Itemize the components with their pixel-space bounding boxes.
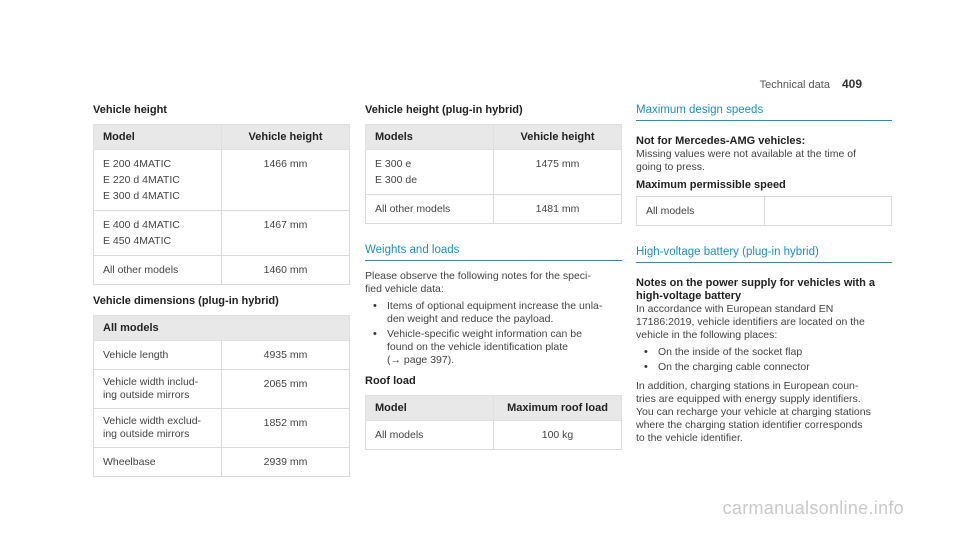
table-row [366,421,622,450]
power-supply-subtitle-2: high-voltage battery [636,290,742,302]
model-name: All other models [103,264,179,276]
page-number: 409 [841,77,862,91]
table-row [94,211,350,256]
weights-notes-list [365,300,622,367]
max-permissible-speed-title: Maximum permissible speed [636,179,786,191]
model-cell [366,150,494,195]
col-header-models: Models [366,125,494,150]
model-name: All other models [375,203,451,215]
dim-value: 2065 mm [222,370,350,409]
text-line: You can recharge your vehicle at charging stations [636,406,871,418]
model-cell: All models [366,421,494,450]
table-header-row [366,125,622,150]
page-header [760,77,862,91]
bullet-line: • Items of optional equipment increase the unla- [387,300,603,312]
hv-battery-title: High-voltage battery (plug-in hybrid) [636,246,892,263]
roof-load-table [365,395,622,450]
col-header-height: Vehicle height [494,125,622,150]
table-header-row [94,125,350,150]
dim-label [94,370,222,409]
dim-value: 2939 mm [222,448,350,477]
max-speed-table [636,196,892,226]
column-3 [636,104,892,445]
text-line: In accordance with European standard EN [636,303,834,315]
vehicle-height-table [93,124,350,285]
bullet-line: found on the vehicle identification plate [387,341,568,353]
page-reference-link[interactable]: (→ page 397). [387,354,455,366]
text-line: going to press. [636,161,705,173]
vehicle-dimensions-table [93,315,350,477]
height-value: 1481 mm [494,195,622,224]
table-row [366,195,622,224]
dim-label-text: ing outside mirrors [103,428,190,440]
text-line: Missing values were not available at the time of [636,148,857,160]
table-header-row [94,316,350,341]
vehicle-height-hybrid-table [365,124,622,224]
max-design-speeds-title: Maximum design speeds [636,104,892,121]
table-header-row [366,396,622,421]
dim-label [94,448,222,477]
table-row [94,448,350,477]
amg-note-subtitle: Not for Mercedes-AMG vehicles: [636,135,806,147]
table-row [637,197,892,226]
speeds-text [636,148,892,174]
col-header-max-roof-load: Maximum roof load [494,396,622,421]
model-cell [94,150,222,211]
battery-text [636,303,892,342]
roof-load-value: 100 kg [494,421,622,450]
table-row [366,150,622,195]
dim-value: 1852 mm [222,409,350,448]
list-item: • On the charging cable connector [636,361,892,374]
table-row [94,370,350,409]
dim-label-text: Vehicle length [103,349,169,361]
dim-label [94,409,222,448]
text-line: where the charging station identifier corresponds [636,419,863,431]
column-2 [365,104,622,460]
speed-value-empty [764,197,892,226]
bullet-line: • Vehicle-specific weight information can be [387,328,582,340]
dim-label-text: ing outside mirrors [103,389,190,401]
height-value: 1466 mm [222,150,350,211]
table-row [94,150,350,211]
text-line: 17186:2019, vehicle identifiers are located on the [636,316,865,328]
dim-value: 4935 mm [222,341,350,370]
text-line: to the vehicle identifier. [636,432,743,444]
col-header-model: Model [366,396,494,421]
battery-text-2 [636,380,892,445]
roof-load-title: Roof load [365,375,416,387]
table-row [94,341,350,370]
dim-label [94,341,222,370]
col-header-all-models: All models [94,316,350,341]
height-value: 1475 mm [494,150,622,195]
vehicle-dimensions-title: Vehicle dimensions (plug-in hybrid) [93,295,279,307]
column-1 [93,104,350,487]
model-cell [94,211,222,256]
list-item: • On the inside of the socket flap [636,346,892,359]
intro-line: Please observe the following notes for the speci- [365,270,591,282]
text-line: vehicle in the following places: [636,329,778,341]
dim-label-text: Vehicle width includ- [103,376,199,388]
list-item [365,300,622,326]
model-cell [94,256,222,285]
model-cell [366,195,494,224]
vehicle-height-title: Vehicle height [93,104,167,116]
model-name: E 300 de [375,174,418,186]
height-value: 1467 mm [222,211,350,256]
text-line: In addition, charging stations in European coun- [636,380,859,392]
section-name: Technical data [759,79,830,91]
table-row [94,409,350,448]
intro-line: fied vehicle data: [365,283,444,295]
weights-loads-title: Weights and loads [365,244,622,261]
identifier-locations-list [636,346,892,374]
bullet-line: den weight and reduce the payload. [387,313,554,325]
model-name: E 220 d 4MATIC [103,174,180,186]
model-cell: All models [637,197,765,226]
table-row [94,256,350,285]
col-header-height: Vehicle height [222,125,350,150]
dim-label-text: Wheelbase [103,456,156,468]
model-name: E 450 4MATIC [103,235,172,247]
text-line: tries are equipped with energy supply identifiers. [636,393,861,405]
dim-label-text: Vehicle width exclud- [103,415,202,427]
power-supply-subtitle-1: Notes on the power supply for vehicles with a [636,277,875,289]
model-name: E 200 4MATIC [103,158,172,170]
model-name: E 300 d 4MATIC [103,190,180,202]
list-item [365,328,622,367]
watermark: carmanualsonline.info [722,498,904,518]
col-header-model: Model [94,125,222,150]
model-name: E 400 d 4MATIC [103,219,180,231]
model-name: E 300 e [375,158,412,170]
weights-intro [365,270,622,296]
height-value: 1460 mm [222,256,350,285]
vehicle-height-hybrid-title: Vehicle height (plug-in hybrid) [365,104,523,116]
